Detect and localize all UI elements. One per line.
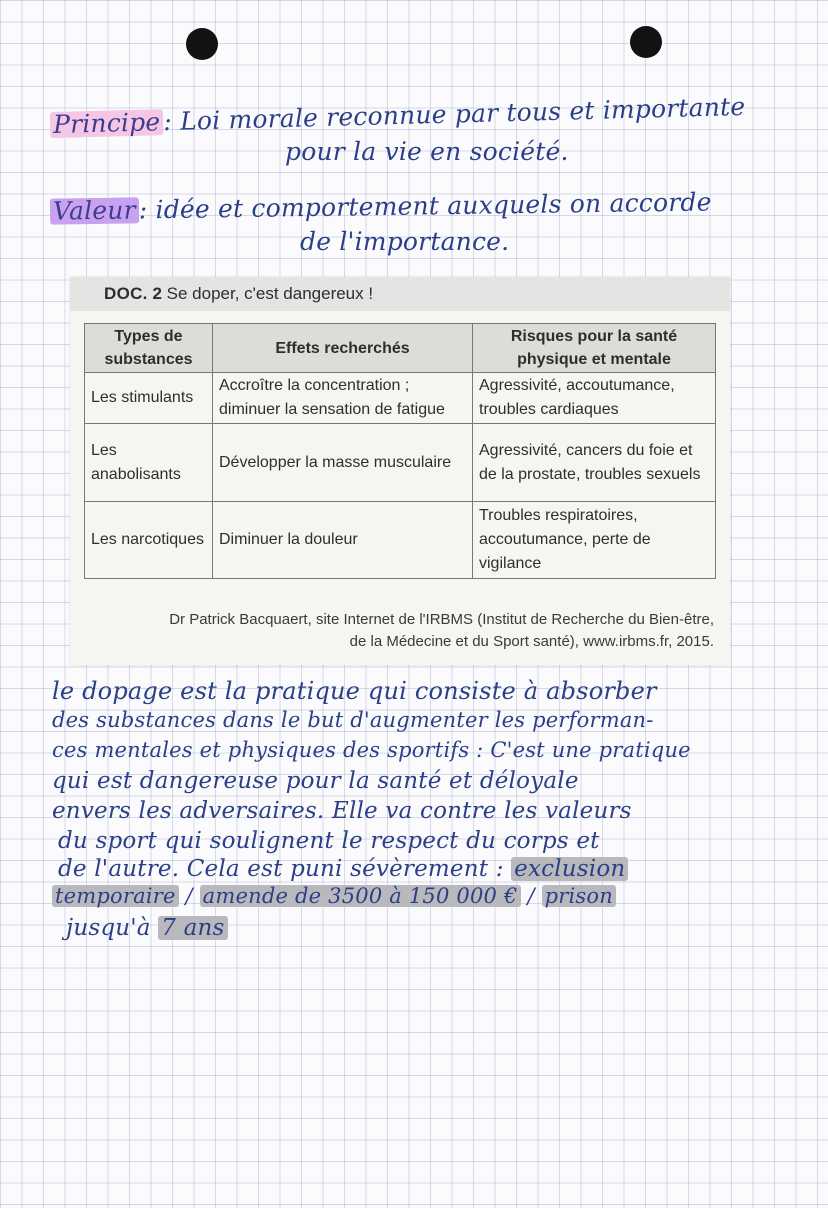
table-row xyxy=(85,373,716,424)
principe-term: Principe xyxy=(50,109,164,138)
paragraph-sep: / xyxy=(185,884,193,908)
valeur-line-2 xyxy=(300,229,509,255)
table-row xyxy=(85,502,716,579)
doc-title xyxy=(104,284,373,304)
row-effect: Diminuer la douleur xyxy=(213,502,473,579)
paragraph-text: du sport qui soulignent le respect du corps et xyxy=(58,828,600,854)
row-type: Les narcotiques xyxy=(85,502,213,579)
valeur-term: Valeur xyxy=(50,197,139,224)
doc-title-text: Se doper, c'est dangereux ! xyxy=(166,284,374,303)
punch-hole-left xyxy=(186,28,218,60)
valeur-line-1 xyxy=(50,189,712,224)
paragraph-line-8 xyxy=(52,885,616,907)
paragraph-line-4 xyxy=(52,769,579,793)
highlight-7-ans: 7 ans xyxy=(158,916,227,940)
paragraph-text: qui est dangereuse pour la santé et déloyale xyxy=(52,768,579,794)
document-clipping xyxy=(70,277,730,665)
principe-line-1 xyxy=(50,91,746,140)
row-type: Les stimulants xyxy=(85,373,213,424)
source-line-1: Dr Patrick Bacquaert, site Internet de l'IRBMS (Institut de Recherche du Bien-être, xyxy=(169,611,714,628)
paragraph-line-1 xyxy=(52,679,657,704)
header-types: Types de substances xyxy=(85,324,213,373)
paragraph-text: le dopage est la pratique qui consiste à absorber xyxy=(52,677,657,705)
paragraph-line-3 xyxy=(52,739,691,761)
highlight-exclusion: exclusion xyxy=(511,857,628,881)
punch-hole-right xyxy=(630,26,662,58)
principe-line-2 xyxy=(285,139,569,165)
row-effect: Accroître la concentration ; diminuer la sensation de fatigue xyxy=(213,373,473,424)
highlight-amende: amende de 3500 à 150 000 € xyxy=(200,885,521,907)
paragraph-text: jusqu'à xyxy=(66,915,151,941)
paragraph-line-2 xyxy=(52,709,654,731)
principe-sep: : xyxy=(162,106,173,137)
doc-source xyxy=(74,609,714,653)
header-risks: Risques pour la santé physique et mentale xyxy=(473,324,716,373)
paragraph-text: ces mentales et physiques des sportifs : C'est une pratique xyxy=(52,738,691,762)
row-risk: Troubles respiratoires, accoutumance, perte de vigilance xyxy=(473,502,716,579)
paragraph-text: des substances dans le but d'augmenter les performan- xyxy=(52,708,654,732)
source-line-2: de la Médecine et du Sport santé), www.irbms.fr, 2015. xyxy=(349,632,714,650)
row-type: Les anabolisants xyxy=(85,424,213,502)
row-effect: Développer la masse musculaire xyxy=(213,424,473,502)
paragraph-line-6 xyxy=(58,829,600,853)
valeur-definition-1: idée et comportement auxquels on accorde xyxy=(155,187,712,225)
table-row xyxy=(85,424,716,502)
paragraph-text: envers les adversaires. Elle va contre les valeurs xyxy=(52,798,632,824)
paragraph-sep: / xyxy=(527,884,535,908)
principe-definition-1: Loi morale reconnue par tous et importante xyxy=(179,91,746,136)
header-effects: Effets recherchés xyxy=(213,324,473,373)
row-risk: Agressivité, cancers du foie et de la prostate, troubles sexuels xyxy=(473,424,716,502)
doc-title-bar xyxy=(70,277,730,311)
highlight-prison: prison xyxy=(542,885,616,907)
principe-definition-2: pour la vie en société. xyxy=(285,137,569,166)
paragraph-text: de l'autre. Cela est puni sévèrement : xyxy=(58,856,504,882)
paragraph-line-9 xyxy=(66,916,228,940)
paragraph-line-5 xyxy=(52,799,632,823)
valeur-sep: : xyxy=(138,195,148,225)
substances-table xyxy=(84,323,716,579)
doc-number: 2 xyxy=(152,284,162,303)
highlight-temporaire: temporaire xyxy=(52,885,179,907)
valeur-definition-2: de l'importance. xyxy=(300,227,510,256)
paragraph-line-7 xyxy=(58,857,628,881)
row-risk: Agressivité, accoutumance, troubles cardiaques xyxy=(473,373,716,424)
doc-label: DOC. xyxy=(104,284,148,303)
table-header-row xyxy=(85,324,716,373)
